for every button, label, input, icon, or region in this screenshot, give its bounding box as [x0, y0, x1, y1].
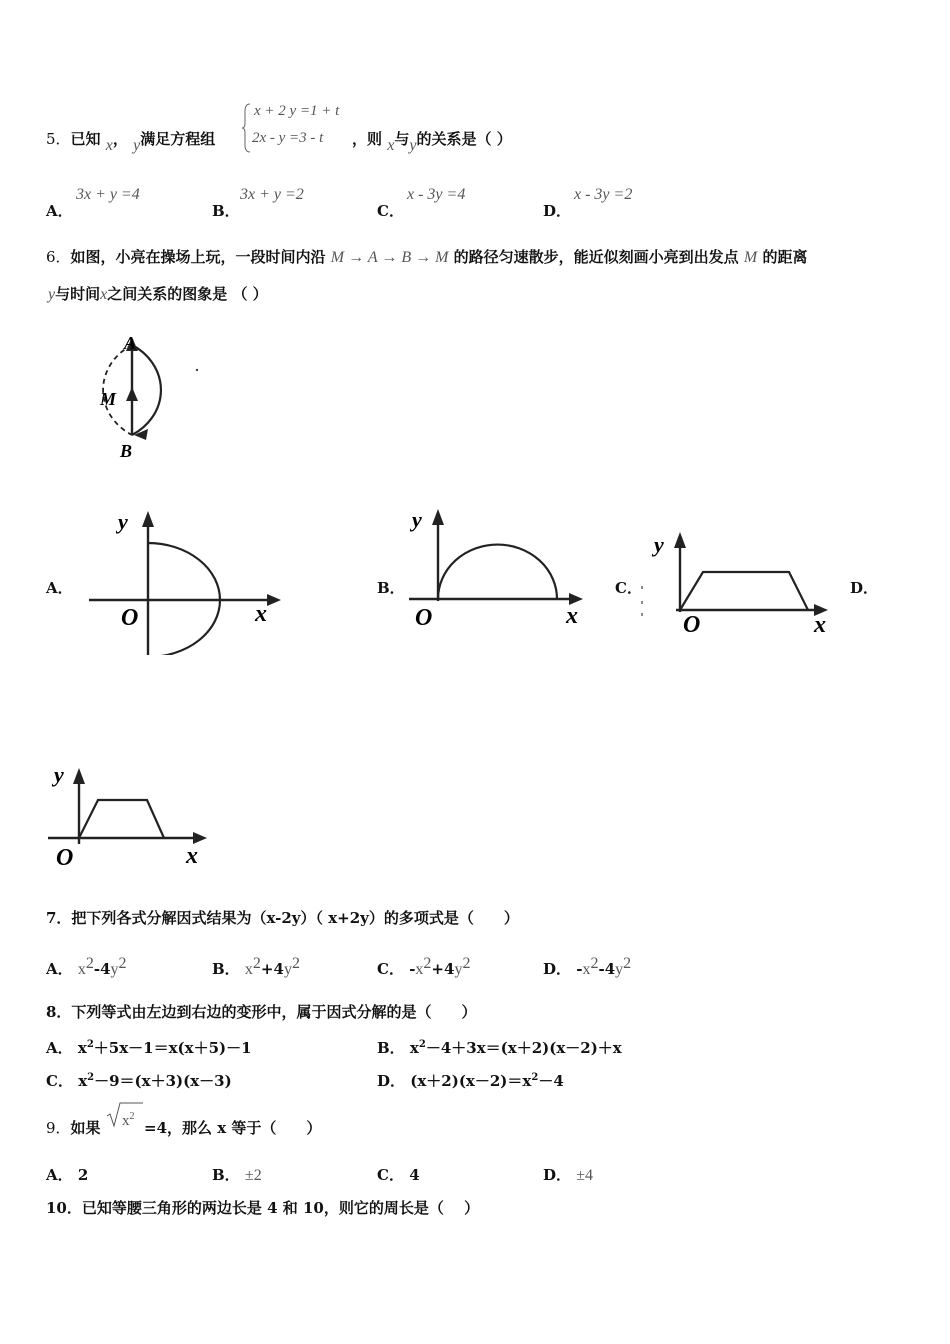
q9-number: 9． — [46, 1119, 71, 1137]
q8-option-c-part1: x — [78, 1072, 88, 1090]
q8-option-a[interactable] — [46, 1037, 252, 1058]
q5-text-1: 已知 — [70, 130, 101, 148]
q6-graph-b-origin: O — [415, 605, 433, 631]
q6-arrow-mid-icon — [126, 387, 138, 401]
q5-option-c[interactable] — [377, 200, 404, 221]
q5-option-a[interactable] — [46, 200, 73, 221]
q7-option-c-y-exp: 2 — [462, 955, 471, 972]
q7-option-c-pre: - — [409, 960, 416, 978]
q8-option-c[interactable] — [46, 1070, 232, 1091]
x-axis-arrow-icon — [267, 594, 281, 606]
q9-stem-tail: =4，那么 x 等于（ ） — [144, 1119, 322, 1137]
q5-option-a-label: A． — [46, 202, 73, 220]
q7-option-d-label: D． — [543, 960, 572, 978]
q9-option-d-text: ±4 — [576, 1167, 594, 1184]
q6-graph-d-x-label: x — [186, 843, 198, 869]
q9-option-a-text: 2 — [77, 1166, 89, 1184]
q7-option-b-x-exp: 2 — [252, 955, 261, 972]
q6-text-5: 之间关系的图象是 （ ） — [107, 285, 268, 303]
q8-option-d-part2: －4 — [538, 1072, 564, 1090]
q7-option-b-x: x — [244, 961, 253, 978]
q8-option-b[interactable] — [377, 1037, 622, 1058]
q7-option-a-op: -4 — [93, 960, 111, 978]
q6-option-b[interactable] — [377, 577, 405, 598]
q7-option-d[interactable] — [543, 955, 631, 979]
q5-var-x: x — [105, 137, 113, 154]
q5-stem — [46, 128, 216, 154]
q6-graph-d[interactable] — [44, 762, 214, 872]
q7-option-c-y: y — [454, 961, 463, 978]
q5-equation-system — [242, 103, 362, 155]
q8-option-d-part1: (x＋2)(x－2)＝x — [410, 1072, 532, 1090]
q5-comma: ， — [112, 130, 128, 148]
q5-text-5: 的关系是（ ） — [416, 130, 512, 148]
q6-label-a: A — [124, 333, 137, 353]
q5-option-d-text: x - 3y =2 — [574, 186, 633, 203]
q9-option-c-label: C． — [377, 1166, 404, 1184]
q6-option-d-label: D． — [850, 579, 879, 597]
q6-stem-line1 — [46, 246, 807, 267]
q8-option-c-part2: －9＝(x＋3)(x－3) — [94, 1072, 232, 1090]
q8-option-d[interactable] — [377, 1070, 564, 1091]
q5-option-b-label: B． — [212, 202, 240, 220]
q6-text-3: 的距离 — [762, 248, 808, 266]
q6-stem-line2 — [48, 283, 268, 304]
q9-option-d-label: D． — [543, 1166, 572, 1184]
q9-option-c[interactable] — [377, 1164, 420, 1185]
q8-option-a-label: A． — [46, 1039, 73, 1057]
q8-option-a-part2: ＋5x－1＝x(x＋5)－1 — [93, 1039, 252, 1057]
q6-graph-b[interactable] — [403, 505, 593, 635]
q9-option-d[interactable] — [543, 1164, 593, 1185]
q6-graph-a-y-label: y — [118, 509, 128, 534]
q6-graph-d-origin: O — [56, 845, 74, 871]
q5-equation-1: x + 2 y =1 + t — [254, 103, 340, 119]
q6-graph-b-x-label: x — [566, 603, 578, 629]
q7-option-d-pre: - — [576, 960, 583, 978]
q6-solid-arc — [132, 345, 161, 435]
q9-option-b-label: B． — [212, 1166, 240, 1184]
q8-option-a-part1: x — [77, 1039, 87, 1057]
q9-option-a[interactable] — [46, 1164, 88, 1185]
q7-option-a-x-exp: 2 — [85, 955, 94, 972]
q9-text-1: 如果 — [70, 1119, 101, 1137]
q7-stem: 7．把下列各式分解因式结果为（x-2y）（ x+2y）的多项式是（ ） — [46, 909, 519, 927]
q9-option-b-text: ±2 — [244, 1167, 262, 1184]
q6-var-x: x — [100, 286, 108, 303]
q6-graph-b-curve — [438, 545, 557, 599]
q6-option-d[interactable] — [850, 577, 878, 598]
y-axis-arrow-icon — [142, 511, 154, 527]
q5-var-x2: x — [387, 137, 395, 154]
q5-text-2: 满足方程组 — [140, 130, 216, 148]
y-axis-arrow-icon — [73, 768, 85, 784]
q6-graph-c-curve — [680, 572, 808, 610]
q5-option-b-text: 3x + y =2 — [240, 186, 304, 203]
y-axis-arrow-icon — [432, 509, 444, 525]
q6-var-y: y — [48, 286, 56, 303]
q9-radicand-x: x — [122, 1113, 130, 1129]
y-axis-arrow-icon — [674, 532, 686, 548]
q6-label-m: M — [100, 389, 117, 409]
q6-text-1: 如图，小亮在操场上玩，一段时间内沿 — [70, 248, 326, 266]
q6-label-b: B — [120, 441, 133, 461]
q7-option-c-label: C． — [377, 960, 404, 978]
q7-option-c[interactable] — [377, 955, 470, 979]
q6-graph-c[interactable] — [638, 530, 838, 640]
q8-option-b-exp: 2 — [418, 1039, 426, 1050]
q9-option-c-text: 4 — [409, 1166, 420, 1184]
q5-option-d-label: D． — [543, 202, 572, 220]
q6-graph-a-origin: O — [121, 605, 139, 631]
q6-graph-c-x-label: x — [814, 612, 826, 638]
q6-text-4: 与时间 — [55, 285, 101, 303]
q6-graph-a[interactable] — [85, 505, 295, 655]
q7-option-d-y-exp: 2 — [623, 955, 632, 972]
q6-option-a-label: A． — [46, 579, 73, 597]
q10-stem: 10．已知等腰三角形的两边长是 4 和 10，则它的周长是（ ） — [46, 1199, 480, 1217]
q9-option-b[interactable] — [212, 1164, 262, 1185]
q7-option-b[interactable] — [212, 955, 300, 979]
q8-option-c-label: C． — [46, 1072, 73, 1090]
q5-brace-icon — [242, 103, 252, 153]
q5-var-y: y — [133, 137, 141, 154]
q7-option-a[interactable] — [46, 955, 127, 979]
q7-option-c-x-exp: 2 — [423, 955, 432, 972]
q7-option-b-y: y — [283, 961, 292, 978]
q6-path: M → A → B → M — [330, 249, 449, 266]
q6-graph-c-y-label: y — [654, 532, 664, 557]
q9-radicand-exp: 2 — [129, 1111, 135, 1122]
q8-option-b-part1: x — [409, 1039, 419, 1057]
q8-option-b-part2: －4＋3x＝(x＋2)(x－2)＋x — [425, 1039, 622, 1057]
q5-option-d[interactable] — [543, 200, 571, 221]
q5-option-c-text: x - 3y =4 — [407, 186, 466, 203]
q5-text-4: 与 — [394, 130, 410, 148]
q6-number: 6． — [46, 248, 71, 266]
q9-option-a-label: A． — [46, 1166, 73, 1184]
q5-option-b[interactable] — [212, 200, 240, 221]
q6-graph-b-y-label: y — [412, 507, 422, 532]
q6-main-figure — [60, 325, 210, 465]
q8-option-b-label: B． — [377, 1039, 405, 1057]
q9-radicand — [122, 1111, 135, 1130]
q7-option-b-label: B． — [212, 960, 240, 978]
q8-option-d-label: D． — [377, 1072, 406, 1090]
q6-option-c-label: C． — [615, 579, 642, 597]
q7-option-a-x: x — [77, 961, 86, 978]
q9-stem — [46, 1117, 101, 1138]
q6-graph-d-curve — [79, 800, 164, 838]
q8-option-c-exp: 2 — [87, 1072, 95, 1083]
q5-equation-2: 2x - y =3 - t — [252, 130, 324, 146]
q5-option-c-label: C． — [377, 202, 404, 220]
q8-option-d-exp: 2 — [531, 1072, 539, 1083]
q6-text-2: 的路径匀速散步，能近似刻画小亮到出发点 — [453, 248, 739, 266]
q6-option-b-label: B． — [377, 579, 405, 597]
q8-stem: 8．下列等式由左边到右边的变形中，属于因式分解的是（ ） — [46, 1003, 477, 1021]
q6-arrow-left-icon — [134, 429, 148, 440]
q7-option-d-x: x — [582, 961, 591, 978]
q5-text-3: ，则 — [352, 130, 383, 148]
q6-var-m: M — [743, 249, 758, 266]
q5-number: 5． — [46, 130, 71, 148]
q7-option-c-x: x — [415, 961, 424, 978]
q7-option-d-op: -4 — [598, 960, 616, 978]
q7-option-c-op: +4 — [431, 960, 455, 978]
q7-option-a-y: y — [110, 961, 119, 978]
q6-graph-c-origin: O — [683, 612, 701, 638]
q7-option-a-y-exp: 2 — [118, 955, 127, 972]
q8-option-a-exp: 2 — [86, 1039, 94, 1050]
q5-stem-tail — [352, 128, 512, 154]
q5-option-a-text: 3x + y =4 — [76, 186, 140, 203]
q7-option-d-y: y — [615, 961, 624, 978]
q6-graph-a-x-label: x — [255, 601, 267, 627]
q5-var-y2: y — [409, 137, 417, 154]
q6-graph-d-y-label: y — [54, 762, 64, 787]
q7-option-a-label: A． — [46, 960, 73, 978]
q7-option-d-x-exp: 2 — [590, 955, 599, 972]
q7-option-b-op: +4 — [260, 960, 284, 978]
q6-option-a[interactable] — [46, 577, 73, 598]
q7-option-b-y-exp: 2 — [291, 955, 300, 972]
